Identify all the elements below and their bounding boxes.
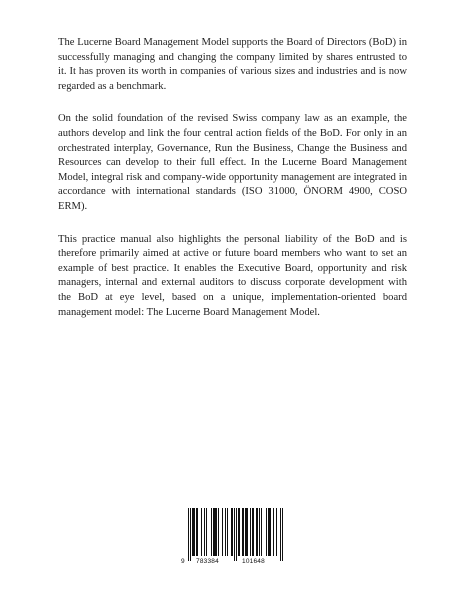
barcode-bar <box>215 508 216 556</box>
barcode-bar <box>253 508 254 556</box>
barcode-bar <box>246 508 247 556</box>
barcode-bar <box>238 508 239 556</box>
barcode-bar <box>247 508 248 556</box>
blurb-text <box>58 36 407 338</box>
barcode-bar <box>225 508 226 556</box>
barcode-bar <box>227 508 228 556</box>
blurb-paragraph-3: This practice manual also highlights the personal liability of the BoD and is therefore primarily aimed at active or future board members who want to set an example of best practice. It enables the Executive Board, opportunity and risk managers, internal and external auditors to discuss corporate development with the BoD at eye level, based on a unique, implementation-oriented board management model: The Lucerne Board Management Model. <box>58 233 407 318</box>
barcode-bar <box>196 508 197 556</box>
barcode-bar <box>192 508 193 556</box>
barcode-guard-bar <box>280 508 281 561</box>
barcode-bars <box>181 506 287 566</box>
barcode-bar <box>276 508 277 556</box>
barcode-bar <box>201 508 202 556</box>
barcode-bar <box>231 508 232 556</box>
barcode-bar <box>273 508 274 556</box>
barcode-bar <box>243 508 244 556</box>
barcode-bar <box>218 508 219 556</box>
barcode-bar <box>193 508 194 556</box>
barcode-bar <box>222 508 223 556</box>
barcode-lead-digit: 9 <box>181 558 185 565</box>
barcode-bar <box>257 508 258 556</box>
barcode-digit-group-1: 783384 <box>196 558 219 565</box>
barcode-bar <box>252 508 253 556</box>
barcode-bar <box>239 508 240 556</box>
barcode-bar <box>270 508 271 556</box>
barcode-guard-bar <box>188 508 189 561</box>
barcode-bar <box>256 508 257 556</box>
barcode-guard-bar <box>234 508 235 561</box>
blurb-paragraph-2: On the solid foundation of the revised Swiss company law as an example, the authors develop and link the four central action fields of the BoD. For only in an orchestrated interplay, Governance, Run the Business, Change the Business and Resources can develop to their full effect. In the Lucerne Board Management Model, integral risk and company-wide opportunity management are integrated in accordance with international standards (ISO 31000, ÖNORM 4900, COSO ERM). <box>58 113 407 212</box>
barcode-digit-group-2: 101648 <box>242 558 265 565</box>
barcode-bar <box>232 508 233 556</box>
barcode-bar <box>242 508 243 556</box>
isbn-barcode <box>181 506 287 566</box>
barcode-guard-bar <box>236 508 237 561</box>
barcode-bar <box>266 508 267 556</box>
barcode-bar <box>269 508 270 556</box>
barcode-bar <box>194 508 195 556</box>
barcode-guard-bar <box>282 508 283 561</box>
barcode-bar <box>204 508 205 556</box>
barcode-bar <box>245 508 246 556</box>
barcode-bar <box>213 508 214 556</box>
barcode-bar <box>211 508 212 556</box>
barcode-bar <box>214 508 215 556</box>
blurb-paragraph-1: The Lucerne Board Management Model supports the Board of Directors (BoD) in successfully managing and changing the company limited by shares entrusted to it. It has proven its worth in companies of various sizes and industries and is now regarded as a benchmark. <box>58 37 407 92</box>
barcode-bar <box>268 508 269 556</box>
barcode-bar <box>197 508 198 556</box>
barcode-bar <box>216 508 217 556</box>
barcode-bar <box>250 508 251 556</box>
barcode-bar <box>206 508 207 556</box>
barcode-guard-bar <box>190 508 191 561</box>
barcode-bar <box>261 508 262 556</box>
barcode-bar <box>259 508 260 556</box>
